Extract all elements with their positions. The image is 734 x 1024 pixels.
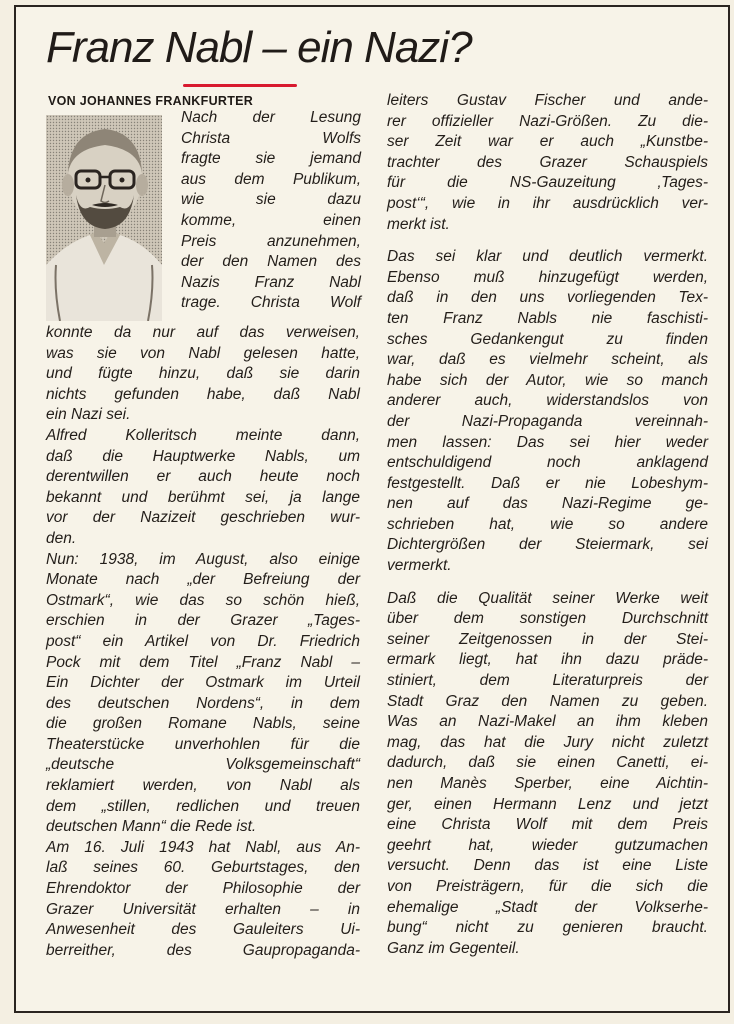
text-line: geehrt hat, wieder gutzumachen [387, 836, 708, 854]
text-line: über dem sonstigen Durchschnitt [387, 610, 708, 628]
text-line: Preis anzunehmen, [181, 232, 361, 250]
text-line: der den Namen des [181, 253, 361, 271]
text-line: von Preisträgern, für die sich die [387, 877, 708, 895]
text-line: „deutsche Volksgemeinschaft“ [46, 756, 360, 774]
text-line: ermark liegt, hat ihn dazu präde- [387, 651, 708, 669]
text-line: Das sei klar und deutlich vermerkt. [387, 248, 708, 266]
text-line: Grazer Universität erhalten – in [46, 900, 360, 918]
text-line: festgestellt. Daß er nie Lobeshym- [387, 474, 708, 492]
text-line: die großen Romane Nabls, seine [46, 715, 360, 733]
text-line: Monate nach „der Befreiung der [46, 571, 360, 589]
text-line: bekannt und berühmt sei, ja lange [46, 488, 360, 506]
text-line: laß seines 60. Geburtstages, den [46, 859, 360, 877]
text-line: rer offizieller Nazi-Größen. Zu die- [387, 112, 708, 130]
text-line: Pock mit dem Titel „Franz Nabl – [46, 653, 360, 671]
text-line: nen Manès Sperber, eine Aichtin- [387, 775, 708, 792]
text-line: des deutschen Nordens“, in dem [46, 694, 360, 712]
text-line: leiters Gustav Fischer und ande- [387, 92, 708, 109]
text-line: nichts gefunden habe, daß Nabl [46, 385, 360, 403]
text-line: Ein Dichter der Ostmark im Urteil [46, 674, 360, 692]
text-line: schrieben hat, wie so andere [387, 515, 708, 533]
text-line: Daß die Qualität seiner Werke weit [387, 589, 708, 607]
text-line: Was an Nazi-Makel an ihm kleben [387, 713, 708, 731]
column-1-text [46, 323, 360, 961]
text-line: komme, einen [181, 211, 361, 229]
text-line: Ganz im Gegenteil. [387, 939, 520, 957]
headline: Franz Nabl – ein Nazi? [46, 23, 472, 72]
text-line: Dichtergrößen der Steiermark, sei [387, 536, 708, 554]
text-line: erschien in der Grazer „Tages- [46, 612, 360, 630]
text-line: für die NS-Gauzeitung ‚Tages- [387, 174, 708, 192]
text-line: was sie von Nabl gelesen hatte, [46, 344, 360, 362]
text-line: wie sie dazu [181, 191, 361, 209]
paragraph [387, 91, 708, 235]
text-line: ger, einen Hermann Lenz und jetzt [387, 795, 708, 813]
text-line: reklamiert werden, von Nabl als [46, 777, 360, 795]
text-line: nen auf das Nazi-Regime ge- [387, 495, 708, 513]
text-line: ein Nazi sei. [46, 406, 131, 424]
text-line: daß die Hauptwerke Nabls, um [46, 447, 360, 465]
headline-underline-mark [183, 84, 297, 87]
text-line: Am 16. Juli 1943 hat Nabl, aus An- [46, 838, 360, 856]
text-line: Christa Wolfs [181, 129, 361, 147]
text-line: deutschen Mann“ die Rede ist. [46, 818, 257, 836]
text-line: war, daß es vielmehr scheint, als [387, 351, 708, 369]
text-line: post‘“, wie in ihr ausdrücklich ver- [387, 194, 708, 212]
text-line: post“ ein Artikel von Dr. Friedrich [46, 632, 360, 650]
text-line: anderer auch, widerstandslos von [387, 392, 708, 410]
text-line: Alfred Kolleritsch meinte dann, [46, 426, 360, 444]
text-line: Nach der Lesung [181, 109, 361, 126]
text-line: trage. Christa Wolf [181, 294, 361, 312]
text-line: den. [46, 529, 77, 547]
text-line: entschuldigend noch anklagend [387, 454, 708, 472]
text-line: konnte da nur auf das verweisen, [46, 324, 360, 341]
text-line: dem „stillen, redlichen und treuen [46, 797, 360, 815]
text-line: fragte sie jemand [181, 150, 361, 168]
text-line: men lassen: Das sei hier weder [387, 433, 708, 451]
column-1-text-beside-photo [181, 108, 361, 314]
text-line: derentwillen er auch heute noch [46, 468, 360, 486]
column-2-text [387, 91, 708, 959]
text-line: daß in den uns vorliegenden Tex- [387, 289, 708, 307]
text-line: Stadt Graz den Namen zu geben. [387, 692, 708, 710]
text-line: Nazis Franz Nabl [181, 273, 361, 291]
paragraph [387, 247, 708, 577]
text-line: eine Christa Wolf mit dem Preis [387, 816, 708, 834]
text-line: stiniert, dem Literaturpreis der [387, 672, 708, 690]
text-line: vor der Nazizeit geschrieben wur- [46, 509, 360, 527]
text-line: dadurch, daß sie einen Canetti, ei- [387, 754, 708, 772]
text-line: Anwesenheit des Gauleiters Ui- [46, 921, 360, 939]
text-line: ehemalige „Stadt der Volkserhe- [387, 898, 708, 916]
byline: VON JOHANNES FRANKFURTER [48, 94, 254, 108]
text-line: ser Zeit war er auch „Kunstbe- [387, 133, 708, 151]
text-line: seiner Zeitgenossen in der Stei- [387, 630, 708, 648]
text-line: Nun: 1938, im August, also einige [46, 550, 360, 568]
text-line: merkt ist. [387, 215, 450, 233]
paragraph [387, 589, 708, 960]
text-line: berreither, des Gaupropaganda- [46, 941, 360, 959]
text-line: sches Gedankengut zu finden [387, 330, 708, 348]
portrait-halftone-image [46, 115, 162, 321]
text-line: Ebenso muß hinzugefügt werden, [387, 268, 708, 286]
text-line: Ehrendoktor der Philosophie der [46, 880, 360, 898]
text-line: versucht. Denn das ist eine Liste [387, 857, 708, 875]
text-line: habe sich der Autor, wie so manch [387, 371, 708, 389]
text-line: aus dem Publikum, [181, 170, 361, 188]
text-line: trachter des Grazer Schauspiels [387, 153, 708, 171]
text-line: Ostmark“, wie das so schön hieß, [46, 591, 360, 609]
text-line: ten Franz Nabls nie faschisti- [387, 309, 708, 327]
text-line: und fügte hinzu, daß sie darin [46, 365, 360, 383]
text-line: Theaterstücke unverhohlen für die [46, 735, 360, 753]
text-line: mag, das hat die Jury nicht zuletzt [387, 733, 708, 751]
text-line: vermerkt. [387, 557, 452, 575]
text-line: bung“ nicht zu genieren braucht. [387, 919, 708, 937]
text-line: der Nazi-Propaganda vereinnah- [387, 412, 708, 430]
author-photo [46, 115, 162, 321]
